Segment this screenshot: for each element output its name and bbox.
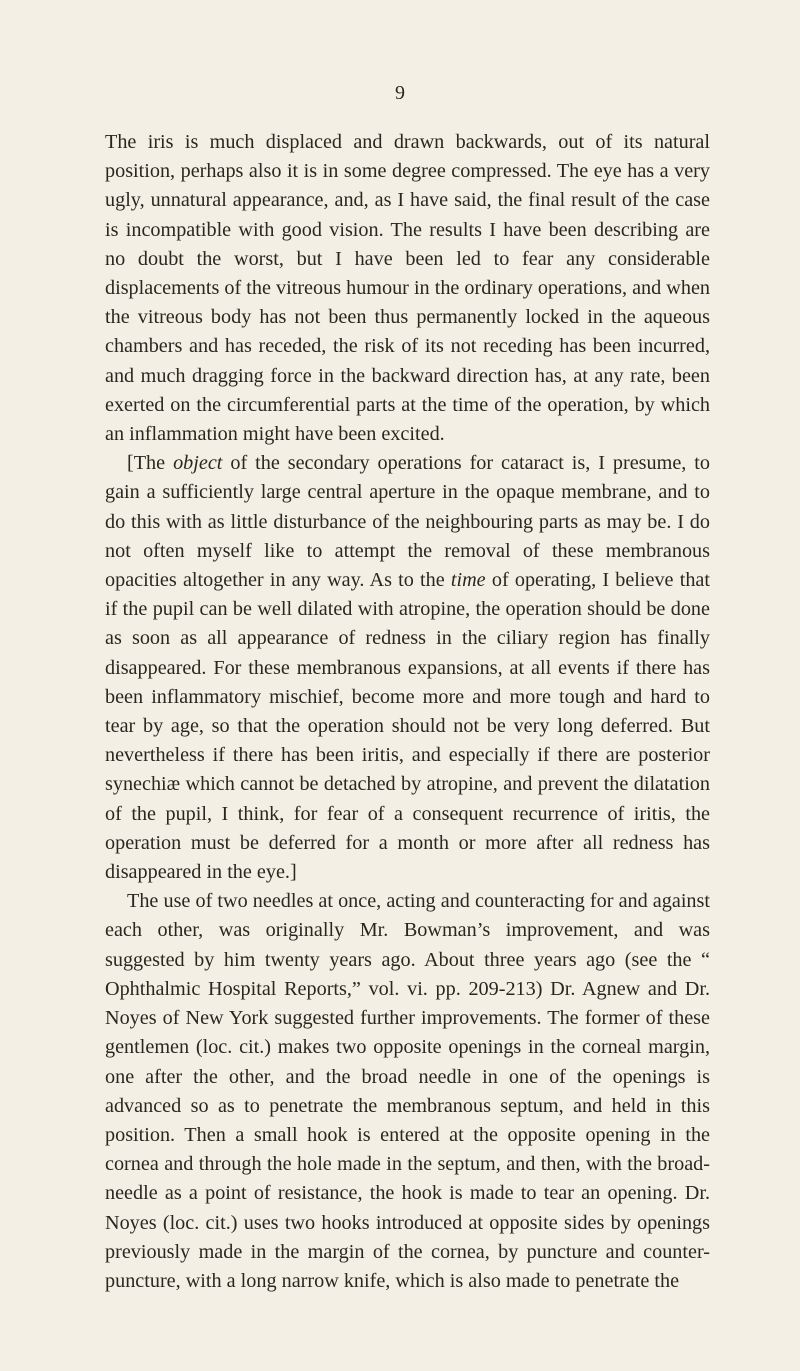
paragraph-text: [The — [127, 452, 174, 475]
body-text — [105, 128, 710, 1296]
emphasis-time: time — [450, 569, 486, 592]
paragraph-secondary-operations — [105, 449, 710, 887]
paragraph-text: The use of two needles at once, acting and counteracting for and against each other, was originally Mr. Bowman’s improvement, and was suggested by him twenty years ago. About three years ago (see the “ Ophthalmic Hospital Reports,” vol. vi. pp. 209-213) Dr. Agnew and Dr. Noyes of New York suggested further improvements. The former of these gentlemen (loc. cit.) makes two opposite openings in the corneal margin, one after the other, and the broad needle in one of the openings is advanced so as to penetrate the membranous septum, and held in this position. Then a small hook is entered at the opposite opening in the cornea and through the hole made in the septum, and then, with the broad-needle as a point of resistance, the hook is made to tear an opening. Dr. Noyes (loc. cit.) uses two hooks introduced at opposite sides by openings previously made in the margin of the cornea, by puncture and counter-puncture, with a long narrow knife, which is also made to penetrate the — [105, 890, 710, 1292]
paragraph-iris-displacement — [105, 128, 710, 449]
paragraph-text: of operating, I believe that if the pupil can be well dilated with atropine, the operation should be done as soon as all appearance of redness in the ciliary region has finally disappeared. For these membranous expansions, at all events if there has been inflammatory mischief, become more and more tough and hard to tear by age, so that the operation should not be very long deferred. But nevertheless if there has been iritis, and especially if there are posterior synechiæ which cannot be detached by atropine, and prevent the dilatation of the pupil, I think, for fear of a consequent recurrence of iritis, the operation must be deferred for a month or more after all redness has disappeared in the eye.] — [105, 569, 710, 884]
paragraph-text: The iris is much displaced and drawn backwards, out of its natural position, perhaps also it is in some degree compressed. The eye has a very ugly, unnatural appearance, and, as I have said, the final result of the case is incompatible with good vision. The results I have been describing are no doubt the worst, but I have been led to fear any considerable displacements of the vitreous humour in the ordinary operations, and when the vitreous body has not been thus permanently locked in the aqueous chambers and has receded, the risk of its not receding has been incurred, and much dragging force in the backward direction has, at any rate, been exerted on the circumferential parts at the time of the operation, by which an inflammation might have been excited. — [105, 131, 710, 446]
page-number: 9 — [395, 82, 405, 104]
emphasis-object: object — [173, 452, 223, 475]
paragraph-two-needles — [105, 887, 710, 1296]
paragraph-text: of the secondary operations for cataract is, I presume, to gain a sufficiently large central aperture in the opaque membrane, and to do this with as little disturbance of the neighbouring parts as may be. I do not often myself like to attempt the removal of these membranous opacities altogether in any way. As to the — [105, 452, 710, 592]
